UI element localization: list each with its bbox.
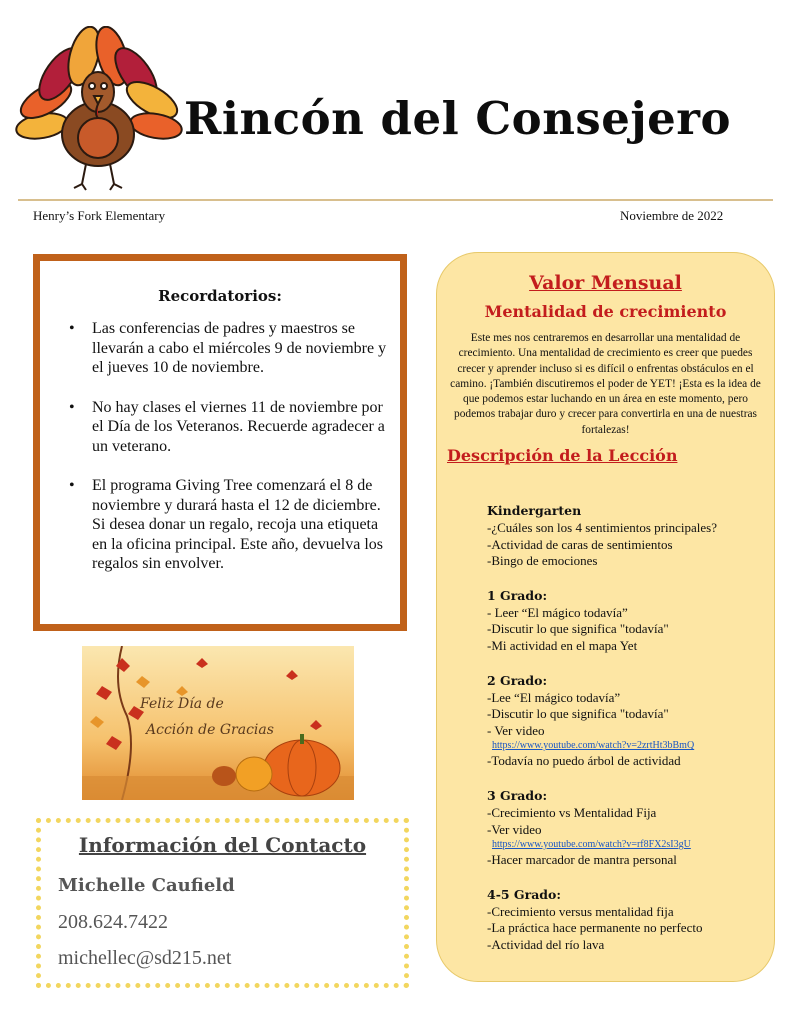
reminder-item: • Las conferencias de padres y maestros se llevarán a cabo el miércoles 9 de noviembre y el jueves 10 de noviembre. [92, 319, 390, 378]
monthly-value-heading: Valor Mensual [529, 272, 682, 294]
contact-heading: Información del Contacto [78, 833, 367, 857]
lesson-item: - Leer “El mágico todavía” [487, 604, 628, 620]
issue-date: Noviembre de 2022 [620, 208, 724, 223]
grade-title: 1 Grado: [487, 587, 548, 603]
lesson-item: -Discutir lo que significa "todavía" [487, 706, 669, 722]
reminder-item: • El programa Giving Tree comenzará el 8 de noviembre y durará hasta el 12 de diciembre. Si desea donar un regalo, recoja una etiqueta en la oficina principal. Este año, devuelva los regalos sin envolver. [92, 476, 390, 574]
lesson-item: -Hacer marcador de mantra personal [487, 852, 677, 868]
header-divider [18, 199, 773, 201]
lesson-item: -Discutir lo que significa "todavía" [487, 621, 669, 637]
reminders-heading: Recordatorios: [158, 287, 282, 305]
lesson-item: -La práctica hace permanente no perfecto [487, 920, 703, 936]
lesson-item: -Todavía no puedo árbol de actividad [487, 753, 681, 769]
lesson-item: -Crecimiento versus mentalidad fija [487, 903, 674, 919]
thanksgiving-line-1: Feliz Día de [140, 696, 224, 712]
lesson-heading: Descripción de la Lección [447, 446, 678, 466]
lesson-item: -Bingo de emociones [487, 553, 598, 569]
lesson-item: -¿Cuáles son los 4 sentimientos principales? [487, 520, 717, 535]
lesson-grades [487, 503, 772, 972]
lesson-item: -Actividad de caras de sentimientos [487, 536, 673, 552]
monthly-value-paragraph: Este mes nos centraremos en desarrollar una mentalidad de crecimiento. Una mentalidad de crecimiento es creer que puedes crecer y aprender incluso si es difícil o enfrentas obstáculos en el camino. ¡También discutiremos el poder de YET! ¡Esta es la idea de que podemos estar luchando en un área en este momento, pero podemos trabajar duro y crecer para convertirla en una de nuestras fortalezas! [450, 332, 761, 436]
contact-phone: 208.624.7422 [58, 911, 168, 933]
grade-title: 3 Grado: [487, 787, 548, 803]
video-link[interactable]: https://www.youtube.com/watch?v=rf8FX2sI3gU [492, 839, 691, 851]
lesson-item: -Actividad del río lava [487, 936, 605, 952]
grade-title: 2 Grado: [487, 672, 548, 688]
thanksgiving-line-2: Acción de Gracias [146, 722, 274, 738]
contact-box [36, 818, 409, 988]
thanksgiving-image [82, 646, 354, 800]
grade-3 [487, 788, 772, 869]
contact-email: michellec@sd215.net [58, 947, 232, 969]
video-link[interactable]: https://www.youtube.com/watch?v=2zrtHt3bBmQ [492, 740, 695, 752]
monthly-value-box [436, 252, 775, 982]
grade-2 [487, 673, 772, 770]
lesson-item: - Ver video [487, 722, 545, 738]
grade-title: Kindergarten [487, 503, 582, 518]
page-title: Rincón del Consejero [184, 92, 732, 145]
grade-title: 4-5 Grado: [487, 886, 561, 902]
grade-1 [487, 588, 772, 655]
lesson-item: -Ver video [487, 821, 542, 837]
reminders-list [40, 319, 400, 574]
lesson-item: -Mi actividad en el mapa Yet [487, 637, 638, 653]
reminders-box [33, 254, 407, 631]
contact-name: Michelle Caufield [58, 875, 235, 896]
reminder-item: • No hay clases el viernes 11 de noviembre por el Día de los Veteranos. Recuerde agradecer a un veterano. [92, 398, 390, 457]
grade-4-5 [487, 887, 772, 954]
grade-kindergarten [487, 503, 772, 570]
school-name: Henry’s Fork Elementary [33, 208, 166, 223]
lesson-item: -Lee “El mágico todavía” [487, 689, 621, 705]
lesson-item: -Crecimiento vs Mentalidad Fija [487, 804, 657, 820]
monthly-value-subheading: Mentalidad de crecimiento [484, 302, 727, 321]
turkey-illustration [12, 26, 184, 194]
